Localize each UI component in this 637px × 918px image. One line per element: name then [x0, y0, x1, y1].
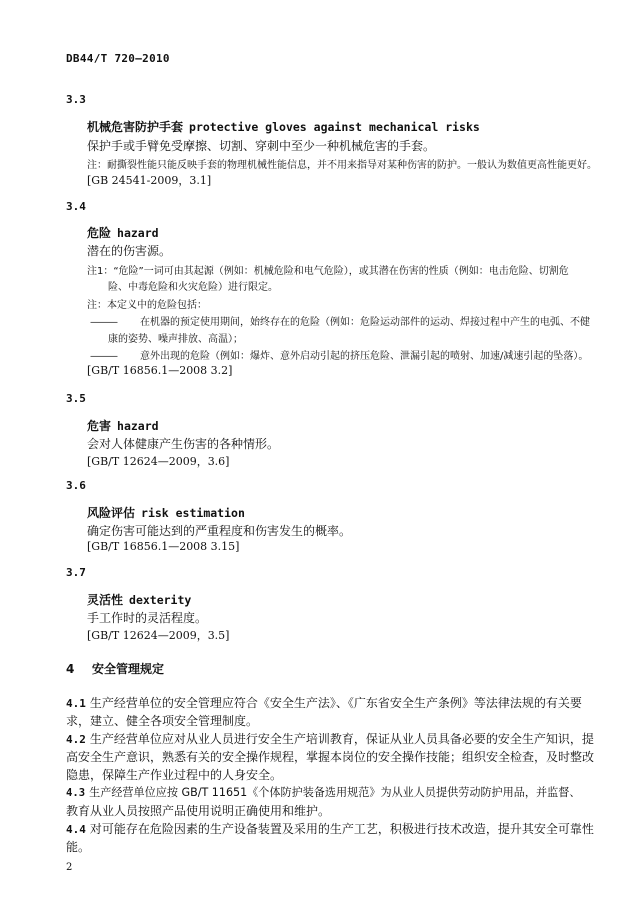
clause-text-continued: 隐患，保障生产作业过程中的人身安全。 [66, 768, 283, 782]
term-note: 注1：“危险”一词可由其起源（例如：机械危险和电气危险），或其潜在伤害的性质（例如：电击危险、切割危 [87, 266, 569, 277]
page-number: 2 [66, 862, 73, 873]
section-number: 3.6 [66, 479, 86, 492]
clause-text-continued: 求，建立、健全各项安全管理制度。 [66, 714, 259, 728]
term-definition: 会对人体健康产生伤害的各种情形。 [87, 437, 280, 451]
term-english: risk estimation [141, 506, 245, 520]
section-number: 3.4 [66, 200, 86, 213]
section-number: 3.5 [66, 392, 86, 405]
clause-number: 4.2 [66, 733, 86, 746]
clause-text: 对可能存在危险因素的生产设备装置及采用的生产工艺，积极进行技术改造，提升其安全可靠性 [89, 822, 594, 836]
chapter-heading [66, 660, 164, 677]
term-note: 注：本定义中的危险包括： [87, 300, 207, 311]
list-item-text: 意外出现的危险（例如：爆炸、意外启动引起的挤压危险、泄漏引起的喷射、加速/减速引起的坠落）。 [140, 351, 589, 362]
term-note: 注：耐撕裂性能只能反映手套的物理机械性能信息，并不用来指导对某种伤害的防护。一般认为数值更高性能更好。 [87, 160, 597, 171]
term-heading [87, 224, 159, 241]
clause-text-continued: 高安全生产意识，熟悉有关的安全操作规程，掌握本岗位的安全操作技能；组织安全检查，及时整改 [66, 750, 595, 764]
clause-paragraph [66, 784, 580, 800]
term-definition: 保护手或手臂免受摩擦、切割、穿刺中至少一种机械危害的手套。 [87, 139, 436, 153]
list-item-continued: 康的姿势、噪声排放、高温）； [108, 334, 243, 345]
clause-number: 4.1 [66, 697, 86, 710]
document-id-header: DB44/T 720—2010 [66, 52, 170, 65]
term-heading [87, 504, 245, 521]
term-chinese: 危害 [87, 419, 112, 433]
term-definition: 手工作时的灵活程度。 [87, 611, 208, 625]
term-english: dexterity [129, 593, 192, 607]
clause-text: 生产经营单位的安全管理应符合《安全生产法》、《广东省安全生产条例》等法律法规的有关要 [89, 696, 582, 710]
term-reference: [GB 24541-2009，3.1] [87, 174, 212, 187]
term-heading [87, 417, 159, 434]
term-heading [87, 118, 480, 135]
chapter-title: 安全管理规定 [92, 662, 165, 676]
term-reference: [GB/T 16856.1—2008 3.15] [87, 540, 240, 553]
term-reference: [GB/T 16856.1—2008 3.2] [87, 364, 233, 377]
term-definition: 潜在的伤害源。 [87, 244, 172, 258]
list-dash: ——— [90, 317, 117, 328]
clause-paragraph [66, 820, 594, 837]
clause-paragraph [66, 694, 582, 711]
note-list-item [90, 347, 588, 362]
clause-text-continued: 能。 [66, 840, 91, 854]
clause-paragraph [66, 730, 594, 747]
term-english: hazard [117, 226, 159, 240]
term-chinese: 风险评估 [87, 506, 136, 520]
term-english: hazard [117, 419, 159, 433]
section-number: 3.7 [66, 566, 86, 579]
term-reference: [GB/T 12624—2009，3.6] [87, 455, 230, 468]
term-chinese: 机械危害防护手套 [87, 120, 184, 134]
clause-number: 4.4 [66, 823, 86, 836]
term-heading [87, 591, 191, 608]
clause-number: 4.3 [66, 787, 86, 799]
term-note-continued: 险、中毒危险和火灾危险）进行限定。 [108, 282, 278, 293]
list-dash: ——— [90, 351, 117, 362]
clause-text: 生产经营单位应对从业人员进行安全生产培训教育，保证从业人员具备必要的安全生产知识，提 [89, 732, 594, 746]
note-list-item [90, 313, 590, 328]
section-number: 3.3 [66, 93, 86, 106]
term-chinese: 灵活性 [87, 593, 124, 607]
term-chinese: 危险 [87, 226, 112, 240]
clause-text-continued: 教育从业人员按照产品使用说明正确使用和维护。 [66, 804, 331, 818]
chapter-number: 4 [66, 662, 75, 676]
term-english: protective gloves against mechanical risks [189, 120, 480, 134]
list-item-text: 在机器的预定使用期间，始终存在的危险（例如：危险运动部件的运动、焊接过程中产生的电弧、不健 [140, 317, 590, 328]
term-reference: [GB/T 12624—2009，3.5] [87, 629, 230, 642]
term-definition: 确定伤害可能达到的严重程度和伤害发生的概率。 [87, 524, 352, 538]
clause-text: 生产经营单位应按 GB/T 11651《个体防护装备选用规范》为从业人员提供劳动防护用品，并监督、 [89, 786, 581, 799]
